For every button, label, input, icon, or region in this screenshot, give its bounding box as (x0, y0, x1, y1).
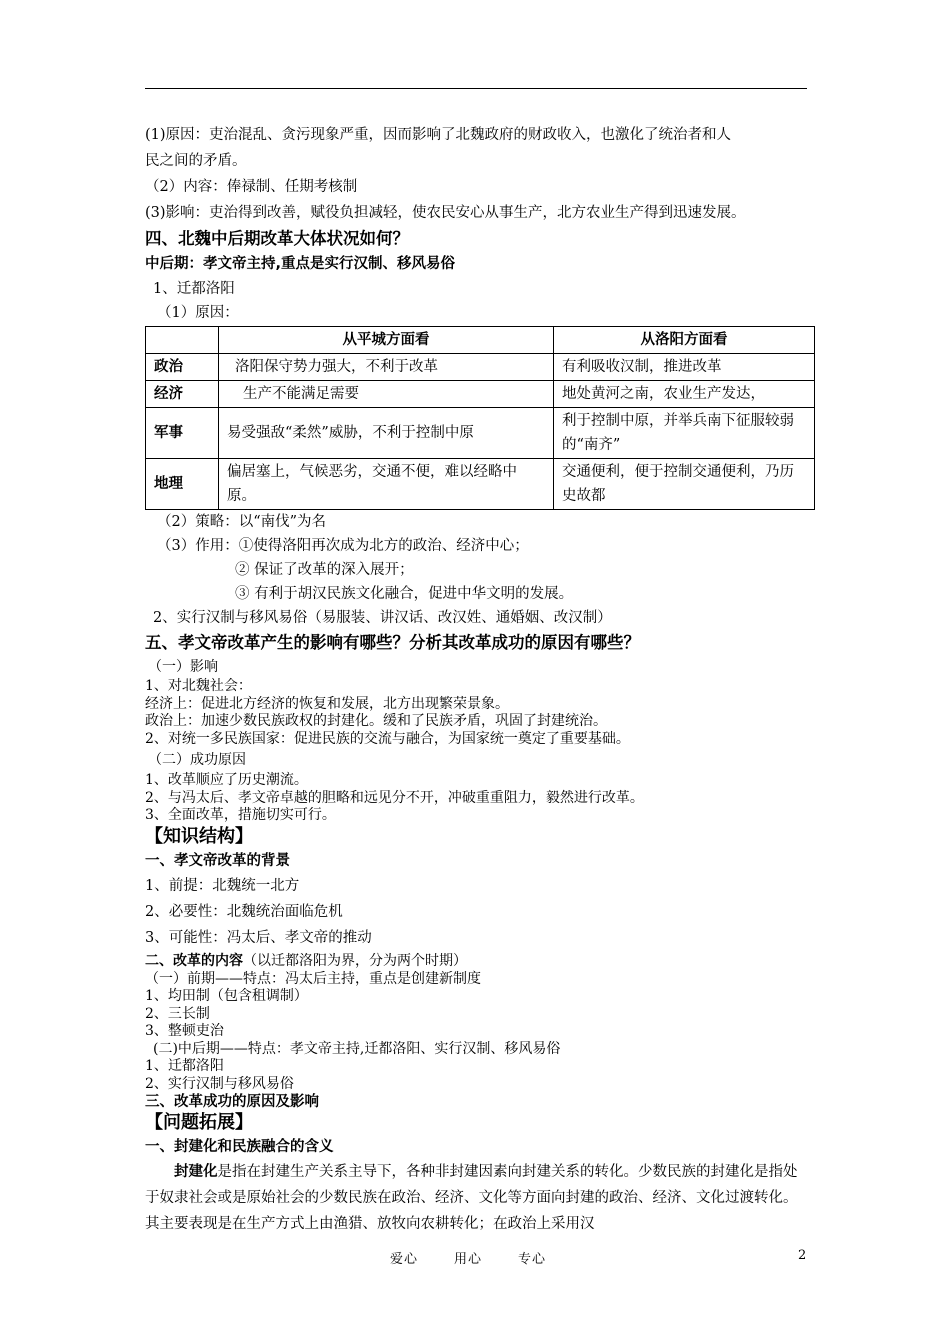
feudalization-heading: 一、封建化和民族融合的含义 (145, 1139, 334, 1155)
early-period: （一）前期——特点：冯太后主持，重点是创建新制度 (145, 970, 481, 987)
success-impact-heading: 三、改革成功的原因及影响 (145, 1094, 319, 1110)
success-heading: （二）成功原因 (148, 752, 246, 768)
motto-love: 爱心 (390, 1252, 419, 1267)
row-label: 军事 (146, 408, 219, 459)
late-item: 1、迁都洛阳 (145, 1058, 224, 1074)
early-item: 2、三长制 (145, 1005, 210, 1022)
content-heading-note: （以迁都洛阳为界，分为两个时期） (243, 952, 467, 969)
row-label: 经济 (146, 381, 219, 408)
early-item: 3、整顿吏治 (145, 1023, 224, 1039)
table-row (146, 459, 815, 510)
content-heading (145, 951, 815, 971)
background-item: 3、可能性：冯太后、孝文帝的推动 (145, 929, 372, 946)
background-heading: 一、孝文帝改革的背景 (145, 852, 290, 869)
table-row (146, 381, 815, 408)
cell-pingcheng: 洛阳保守势力强大，不利于改革 (219, 354, 554, 381)
cell-pingcheng: 偏居塞上，气候恶劣，交通不便，难以经略中原。 (219, 459, 554, 510)
late-period: (二)中后期——特点：孝文帝主持,迁都洛阳、实行汉制、移风易俗 (153, 1040, 561, 1057)
knowledge-title: 【知识结构】 (145, 825, 253, 847)
col-pingcheng: 从平城方面看 (219, 327, 554, 354)
table-row (146, 354, 815, 381)
page-number: 2 (798, 1248, 807, 1263)
background-item: 2、必要性：北魏统治面临危机 (145, 903, 343, 920)
function-line-1: （3）作用：①使得洛阳再次成为北方的政治、经济中心； (157, 538, 529, 554)
feudalization-paragraph (145, 1159, 810, 1237)
page-content (145, 122, 815, 1237)
table-header-row (146, 327, 815, 354)
row-label: 地理 (146, 459, 219, 510)
footer-motto (390, 1248, 582, 1267)
late-item: 2、实行汉制与移风易俗 (145, 1075, 294, 1092)
cell-luoyang: 交通便利，便于控制交通便利，乃历史故都 (554, 459, 815, 510)
impact-line: 2、对统一多民族国家：促进民族的交流与融合，为国家统一奠定了重要基础。 (145, 730, 630, 747)
sinicization-line: 2、实行汉制与移风易俗（易服装、讲汉话、改汉姓、通婚姻、改汉制） (153, 610, 612, 626)
impact-line: 1、对北魏社会： (145, 678, 252, 694)
comparison-table (145, 326, 815, 510)
table-corner (146, 327, 219, 354)
success-line: 3、全面改革，措施切实可行。 (145, 807, 336, 823)
section5-title: 五、孝文帝改革产生的影响有哪些？分析其改革成功的原因有哪些？ (145, 633, 640, 652)
cell-luoyang: 地处黄河之南，农业生产发达， (554, 381, 815, 408)
table-row (146, 408, 815, 459)
function-line-2: ② 保证了改革的深入展开； (235, 562, 414, 578)
background-item: 1、前提：北魏统一北方 (145, 877, 300, 894)
feudalization-term: 封建化 (174, 1164, 218, 1180)
move-reason: （1）原因： (157, 305, 239, 321)
early-item: 1、均田制（包含租调制） (145, 988, 308, 1004)
motto-care: 用心 (454, 1252, 483, 1267)
success-line: 1、改革顺应了历史潮流。 (145, 772, 308, 788)
reason-line-1: (1)原因：吏治混乱、贪污现象严重，因而影响了北魏政府的财政收入，也激化了统治者和人 (145, 127, 732, 143)
effect-line: (3)影响：吏治得到改善，赋役负担减轻，使农民安心从事生产，北方农业生产得到迅速发展。 (145, 205, 746, 221)
function-line-3: ③ 有利于胡汉民族文化融合，促进中华文明的发展。 (235, 586, 574, 602)
success-line: 2、与冯太后、孝文帝卓越的胆略和远见分不开，冲破重重阻力，毅然进行改革。 (145, 789, 644, 806)
impact-heading: （一）影响 (148, 659, 218, 675)
content-line: （2）内容：俸禄制、任期考核制 (145, 179, 358, 195)
header-rule (145, 88, 807, 89)
section4-subtitle: 中后期：孝文帝主持,重点是实行汉制、移风易俗 (145, 256, 456, 272)
strategy-line: （2）策略：以“南伐”为名 (157, 514, 327, 530)
move-capital: 1、迁都洛阳 (153, 281, 235, 297)
section4-title: 四、北魏中后期改革大体状况如何？ (145, 229, 409, 248)
cell-pingcheng: 易受强敌“柔然”威胁，不利于控制中原 (219, 408, 554, 459)
row-label: 政治 (146, 354, 219, 381)
feudalization-text: 是指在封建生产关系主导下，各种非封建因素向封建关系的转化。少数民族的封建化是指处于奴隶社会或是原始社会的少数民族在政治、经济、文化等方面向封建的政治、经济、文化过渡转化。其主要表现是在生产方式上由渔猎、放牧向农耕转化；在政治上采用汉 (145, 1164, 798, 1232)
cell-luoyang: 有利吸收汉制，推进改革 (554, 354, 815, 381)
content-heading-bold: 二、改革的内容 (145, 952, 243, 969)
reason-line-2: 民之间的矛盾。 (145, 153, 247, 169)
expand-title: 【问题拓展】 (145, 1112, 253, 1133)
motto-focus: 专心 (518, 1252, 547, 1267)
cell-luoyang: 利于控制中原，并举兵南下征服较弱的“南齐” (554, 408, 815, 459)
impact-line: 经济上：促进北方经济的恢复和发展，北方出现繁荣景象。 (145, 695, 509, 712)
cell-pingcheng: 生产不能满足需要 (219, 381, 554, 408)
impact-line: 政治上：加速少数民族政权的封建化。缓和了民族矛盾，巩固了封建统治。 (145, 713, 607, 729)
col-luoyang: 从洛阳方面看 (554, 327, 815, 354)
